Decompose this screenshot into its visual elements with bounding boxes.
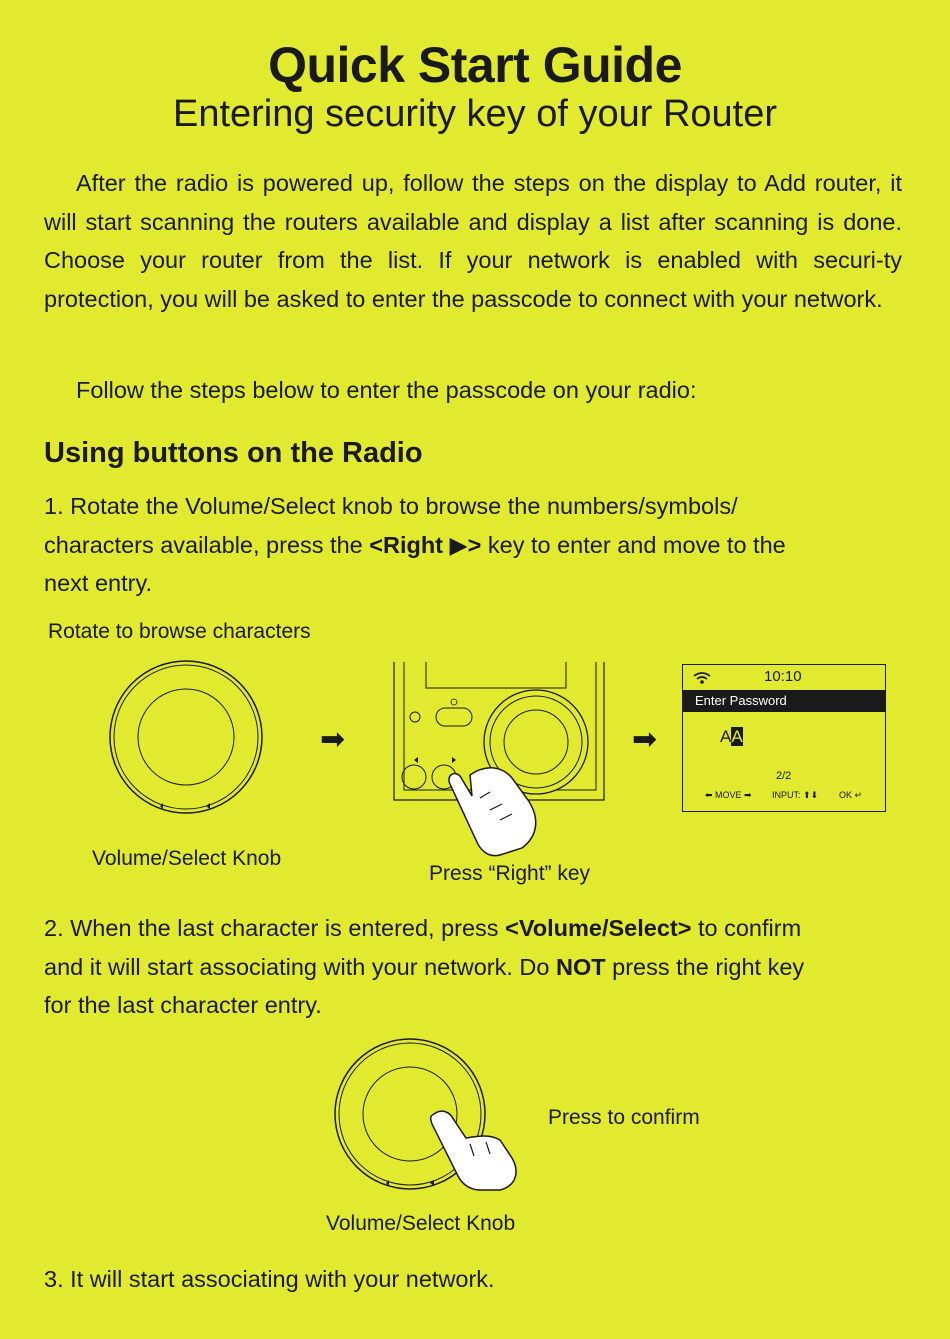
step-2-text-2: to confirm [691, 915, 802, 941]
lcd-hint-move: ⬅ MOVE ➡ [705, 790, 752, 800]
rotate-caption: Rotate to browse characters [48, 620, 311, 643]
lcd-char-prev: A [720, 727, 732, 746]
step-1 [44, 487, 902, 603]
intro-paragraph-2 [44, 371, 902, 410]
lcd-password-chars [720, 727, 743, 747]
wifi-icon [693, 671, 711, 685]
lcd-hint-input: INPUT: ⬆⬇ [772, 790, 819, 800]
right-arrow-icon: ➡ [320, 723, 346, 756]
step-1-line-3: next entry. [44, 570, 152, 596]
right-arrow-icon-2: ➡ [632, 723, 658, 756]
intro-text-2: Follow the steps below to enter the passcode on your radio: [76, 377, 697, 403]
lcd-header-bar: Enter Password [683, 690, 885, 712]
step-2-text: 2. When the last character is entered, press [44, 915, 506, 941]
page-subtitle: Entering security key of your Router [172, 93, 778, 135]
step-3: 3. It will start associating with your network. [44, 1266, 495, 1292]
step-2-text-3: and it will start associating with your network. Do [44, 953, 556, 980]
intro-text: After the radio is powered up, follow the steps on the display to Add router, it will start scanning the routers available and display a list after scanning is done. Choose your router from the list. If your network is enabled with securi-ty protection, you will be asked to enter the passcode to connect with your network. [44, 170, 902, 312]
volume-knob-illustration [100, 660, 280, 820]
knob-caption: Volume/Select Knob [92, 847, 282, 870]
step-2 [44, 909, 902, 1025]
step-1-text-2: key to enter and move to the [481, 531, 786, 558]
lcd-char-cursor: A [731, 727, 743, 746]
not-emphasis: NOT [556, 953, 606, 980]
lcd-display [682, 664, 886, 812]
lcd-hint-ok: OK ↵ [839, 790, 863, 800]
page-title: Quick Start Guide [268, 37, 682, 93]
section-heading: Using buttons on the Radio [44, 437, 423, 469]
step-1-line-2 [44, 526, 902, 565]
knob-caption-2: Volume/Select Knob [326, 1212, 516, 1235]
right-key-label: <Right ▶> [369, 531, 482, 558]
lcd-page: 2/2 [776, 770, 792, 782]
step-2-line-2 [44, 948, 902, 987]
lcd-time: 10:10 [764, 668, 802, 685]
step-2-text-4: press the right key [605, 953, 805, 980]
step-2-line-1 [44, 909, 902, 948]
step-1-line-1: 1. Rotate the Volume/Select knob to browse the numbers/symbols/ [44, 493, 738, 519]
press-confirm-caption: Press to confirm [548, 1106, 700, 1129]
press-right-caption: Press “Right” key [429, 862, 591, 885]
volume-select-label: <Volume/Select> [505, 915, 692, 941]
step-2-line-3: for the last character entry. [44, 992, 322, 1018]
intro-paragraph [44, 164, 902, 318]
step-1-text: characters available, press the [44, 531, 370, 558]
confirm-knob-illustration [330, 1038, 530, 1198]
radio-front-illustration [390, 660, 615, 860]
